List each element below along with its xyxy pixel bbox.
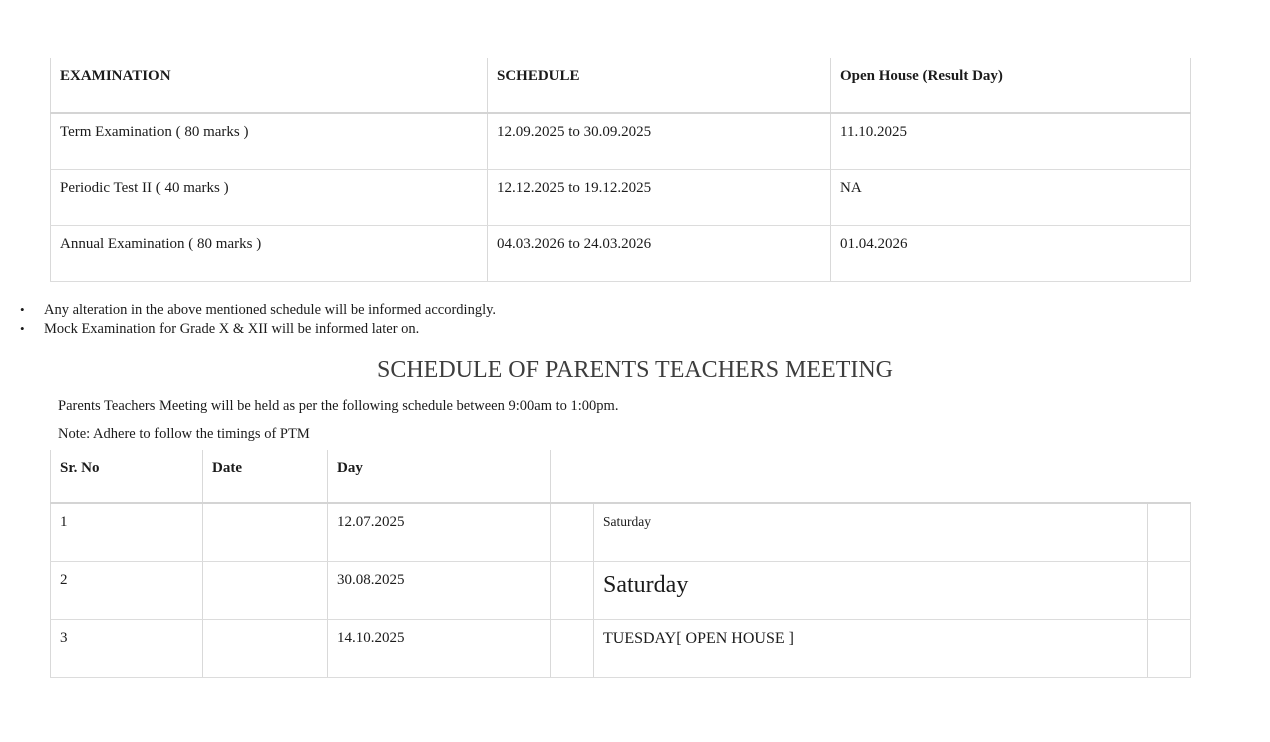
ptm-table-header-row [51, 450, 1191, 503]
exam-table-header-row [51, 58, 1191, 113]
day-name-cell: Saturday [594, 562, 1148, 620]
ptm-intro-text: Parents Teachers Meeting will be held as per the following schedule between 9:00am to 1:00pm. [58, 398, 619, 414]
schedule-cell: 12.09.2025 to 30.09.2025 [488, 113, 831, 170]
date-cell [203, 562, 328, 620]
bullet-icon: • [20, 302, 25, 317]
note-text: Mock Examination for Grade X & XII will be informed later on. [44, 320, 420, 337]
open-house-cell: 01.04.2026 [831, 226, 1191, 282]
ptm-header-empty [594, 450, 1148, 503]
table-row [51, 562, 1191, 620]
exam-table-header-schedule: SCHEDULE [488, 58, 831, 113]
list-item [20, 301, 496, 320]
bullet-icon: • [20, 320, 25, 336]
ptm-header-date: Date [203, 450, 328, 503]
ptm-header-empty [1148, 450, 1191, 503]
page-title: SCHEDULE OF PARENTS TEACHERS MEETING [376, 357, 894, 383]
note-text: Any alteration in the above mentioned schedule will be informed accordingly. [44, 302, 497, 318]
day-date-cell: 30.08.2025 [328, 562, 551, 620]
day-date-cell: 12.07.2025 [328, 503, 551, 562]
spacer-cell [551, 503, 594, 562]
ptm-schedule-table [50, 450, 1191, 678]
ptm-header-day: Day [328, 450, 551, 503]
sr-no-cell: 1 [51, 503, 203, 562]
table-row [51, 226, 1191, 282]
spacer-cell [1148, 503, 1191, 562]
table-row [51, 503, 1191, 562]
open-house-cell: NA [831, 170, 1191, 226]
ptm-note-text: Note: Adhere to follow the timings of PTM [58, 426, 310, 442]
date-cell [203, 620, 328, 678]
examination-cell: Periodic Test II ( 40 marks ) [51, 170, 488, 226]
table-row [51, 113, 1191, 170]
schedule-cell: 12.12.2025 to 19.12.2025 [488, 170, 831, 226]
day-name-cell: TUESDAY[ OPEN HOUSE ] [594, 620, 1148, 678]
examination-cell: Annual Examination ( 80 marks ) [51, 226, 488, 282]
schedule-notes [20, 301, 496, 338]
spacer-cell [551, 562, 594, 620]
open-house-cell: 11.10.2025 [831, 113, 1191, 170]
sr-no-cell: 3 [51, 620, 203, 678]
date-cell [203, 503, 328, 562]
exam-table-header-examination: EXAMINATION [51, 58, 488, 113]
spacer-cell [1148, 620, 1191, 678]
table-row [51, 170, 1191, 226]
list-item [20, 320, 496, 339]
examination-schedule-table [50, 58, 1191, 282]
sr-no-cell: 2 [51, 562, 203, 620]
spacer-cell [1148, 562, 1191, 620]
day-name-cell: Saturday [594, 503, 1148, 562]
examination-cell: Term Examination ( 80 marks ) [51, 113, 488, 170]
ptm-header-empty [551, 450, 594, 503]
table-row [51, 620, 1191, 678]
exam-table-header-open-house: Open House (Result Day) [831, 58, 1191, 113]
day-date-cell: 14.10.2025 [328, 620, 551, 678]
spacer-cell [551, 620, 594, 678]
ptm-header-sr-no: Sr. No [51, 450, 203, 503]
schedule-cell: 04.03.2026 to 24.03.2026 [488, 226, 831, 282]
